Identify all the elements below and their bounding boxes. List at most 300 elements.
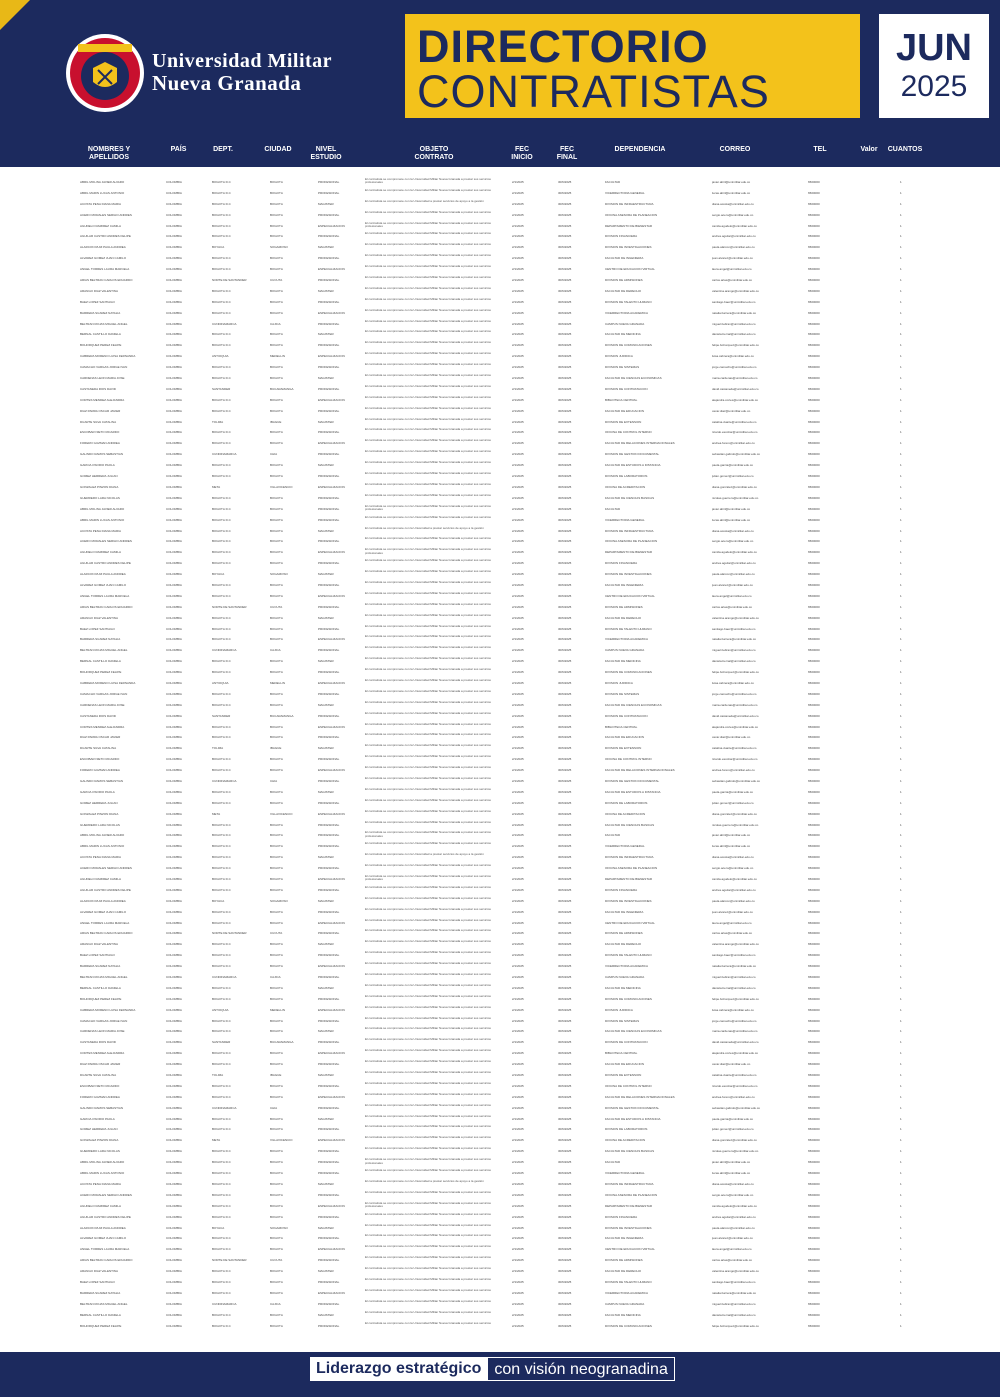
table-cell: ESPECIALIZACIÓN bbox=[318, 268, 345, 272]
table-cell: BOGOTÁ D.C bbox=[212, 289, 231, 293]
title-line2: CONTRATISTAS bbox=[417, 66, 770, 117]
table-cell: diana.gonzalez@unimilitar.edu.co bbox=[712, 1139, 757, 1143]
table-cell: 2/1/2025 bbox=[512, 344, 524, 348]
table-cell: BOGOTÁ D.C bbox=[212, 442, 231, 446]
table-cell: 6500000 bbox=[808, 1270, 820, 1274]
table-cell: BOGOTÁ bbox=[270, 540, 283, 544]
table-cell: El contratista se compromete con la Universidad Militar Nueva Granada a prestar sus servicios bbox=[365, 1267, 491, 1271]
table-cell: 6500000 bbox=[808, 191, 820, 195]
table-cell: 30/6/2025 bbox=[558, 464, 572, 468]
table-cell: BOGOTÁ bbox=[270, 943, 283, 947]
table-cell: 1 bbox=[900, 671, 902, 675]
table-cell: BOGOTÁ bbox=[270, 366, 283, 370]
table-cell: 1 bbox=[900, 812, 902, 816]
table-cell: DEPARTAMENTO DE BIENESTAR bbox=[605, 1204, 653, 1208]
table-row bbox=[0, 1180, 1000, 1191]
table-row bbox=[0, 537, 1000, 548]
table-cell: andres.aguilar@unimilitar.edu.co bbox=[712, 562, 756, 566]
table-cell: 1 bbox=[900, 1095, 902, 1099]
table-cell: FACULTAD bbox=[605, 507, 621, 511]
table-cell: BOGOTÁ D.C bbox=[212, 475, 231, 479]
table-cell: BOGOTÁ D.C bbox=[212, 464, 231, 468]
table-cell: COLOMBIA bbox=[166, 1172, 182, 1176]
table-cell: AGUDELO RAMIREZ CAMILA bbox=[80, 551, 122, 555]
table-cell: 6500000 bbox=[808, 714, 820, 718]
table-cell: 1 bbox=[900, 213, 902, 217]
table-cell: COLOMBIA bbox=[166, 235, 182, 239]
table-cell: 2/1/2025 bbox=[512, 257, 524, 261]
table-cell: PROFESIONAL bbox=[318, 583, 340, 587]
table-row bbox=[0, 1038, 1000, 1049]
table-cell: 30/6/2025 bbox=[558, 1172, 572, 1176]
table-row bbox=[0, 614, 1000, 625]
table-cell: 6500000 bbox=[808, 518, 820, 522]
table-cell: DIVISIÓN DE LABORATORIOS bbox=[605, 801, 648, 805]
table-cell: 30/6/2025 bbox=[558, 1324, 572, 1328]
table-cell: El contratista se compromete con la Universidad Militar Nueva Granada a prestar sus servicios bbox=[365, 1114, 491, 1118]
table-cell: 1 bbox=[900, 279, 902, 283]
table-cell: 2/1/2025 bbox=[512, 191, 524, 195]
table-cell: DIVISIÓN DE ADMISIONES bbox=[605, 1259, 643, 1263]
table-cell: BOGOTÁ bbox=[270, 1030, 283, 1034]
table-cell: DIVISIÓN DE ADMISIONES bbox=[605, 605, 643, 609]
table-cell: VICERRECTORIA GENERAL bbox=[605, 518, 645, 522]
table-cell: BOGOTÁ D.C bbox=[212, 191, 231, 195]
table-cell: BOGOTÁ bbox=[270, 736, 283, 740]
table-cell: CAJICÁ bbox=[270, 976, 281, 980]
table-cell: 30/6/2025 bbox=[558, 366, 572, 370]
table-cell: MAGISTER bbox=[318, 856, 334, 860]
table-cell: 30/6/2025 bbox=[558, 943, 572, 947]
table-cell: COLOMBIA bbox=[166, 845, 182, 849]
table-cell: 6500000 bbox=[808, 671, 820, 675]
table-cell: El contratista se compromete con la Universidad Militar Nueva Granada a prestar sus servicios bbox=[365, 1256, 491, 1260]
table-cell: META bbox=[212, 1139, 221, 1143]
table-cell: COLOMBIA bbox=[166, 453, 182, 457]
table-cell: luisa.cabrera@unimilitar.edu.co bbox=[712, 355, 754, 359]
table-cell: PROFESIONAL bbox=[318, 1280, 340, 1284]
table-row bbox=[0, 984, 1000, 995]
table-cell: carlos.arias@unimilitar.edu.co bbox=[712, 1259, 753, 1263]
table-cell: 6500000 bbox=[808, 878, 820, 881]
table-cell: El contratista se compromete con la Universidad Militar Nueva Granada a prestar sus servicios bbox=[365, 1245, 491, 1249]
col-tel: TEL bbox=[813, 146, 827, 153]
table-cell: El contratista se compromete con la Universidad Militar Nueva Granada a prestar sus servicios bbox=[365, 276, 491, 280]
table-cell: BUCARAMANGA bbox=[270, 714, 294, 718]
table-cell: El contratista se compromete con la Universidad Militar Nueva Granada a prestar sus servicios bbox=[365, 188, 491, 192]
table-cell: nicolas.guerrero@unimilitar.edu.co bbox=[712, 1150, 759, 1154]
table-cell: 1 bbox=[900, 1008, 902, 1012]
table-cell: 6500000 bbox=[808, 377, 820, 381]
table-cell: 30/6/2025 bbox=[558, 1270, 572, 1274]
table-cell: 1 bbox=[900, 1204, 902, 1208]
table-row bbox=[0, 428, 1000, 439]
table-cell: 30/6/2025 bbox=[558, 910, 572, 914]
table-cell: AGUILAR CASTRO ANDRES FELIPE bbox=[80, 235, 131, 239]
table-cell: 6500000 bbox=[808, 856, 820, 860]
table-cell: paula.alarcon@unimilitar.edu.co bbox=[712, 246, 755, 250]
table-cell: PROFESIONAL bbox=[318, 322, 340, 326]
table-cell: 1 bbox=[900, 638, 902, 642]
table-row bbox=[0, 320, 1000, 331]
table-cell: 30/6/2025 bbox=[558, 856, 572, 860]
table-cell: El contratista se compromete con la Universidad Militar Nueva Granada a prestar sus servicios bbox=[365, 1005, 491, 1009]
table-cell: PROFESIONAL bbox=[318, 932, 340, 936]
table-cell: COLOMBIA bbox=[166, 812, 182, 816]
table-cell: 6500000 bbox=[808, 943, 820, 947]
table-cell: 30/6/2025 bbox=[558, 758, 572, 762]
table-cell: 2/1/2025 bbox=[512, 1128, 524, 1132]
table-cell: 2/1/2025 bbox=[512, 671, 524, 675]
table-cell: BOGOTÁ bbox=[270, 191, 283, 195]
table-cell: BIBLIOTECA CENTRAL bbox=[605, 725, 638, 729]
table-cell: PROFESIONAL bbox=[318, 496, 340, 500]
table-cell: PROFESIONAL bbox=[318, 453, 340, 457]
table-cell: 6500000 bbox=[808, 1063, 820, 1067]
table-cell: DIVISIÓN DE GESTIÓN DOCUMENTAL bbox=[605, 779, 660, 783]
table-cell: COLOMBIA bbox=[166, 485, 182, 489]
table-row bbox=[0, 298, 1000, 309]
table-cell: OFICINA DE CONTROL INTERNO bbox=[605, 431, 652, 435]
table-cell: PROFESIONAL bbox=[318, 605, 340, 609]
table-cell: sebastian.galindo@unimilitar.edu.co bbox=[712, 1106, 761, 1110]
table-cell: DIVISIÓN FINANCIERA bbox=[605, 1215, 638, 1219]
table-cell: andrea.forero@unimilitar.edu.co bbox=[712, 442, 755, 446]
table-cell: 30/6/2025 bbox=[558, 442, 572, 446]
table-row bbox=[0, 1060, 1000, 1071]
table-row bbox=[0, 330, 1000, 341]
table-cell: 1 bbox=[900, 1106, 902, 1110]
table-cell: 2/1/2025 bbox=[512, 605, 524, 609]
table-cell: PROFESIONAL bbox=[318, 1019, 340, 1023]
table-cell: BARRERA SUAREZ NATALIA bbox=[80, 311, 121, 315]
table-row bbox=[0, 788, 1000, 799]
col-fec-final: FEC FINAL bbox=[556, 146, 578, 161]
table-cell: CORTES MENDEZ ALEJANDRA bbox=[80, 725, 125, 729]
table-cell: ANGEL TORRES LAURA MARCELA bbox=[80, 268, 130, 272]
table-cell: 2/1/2025 bbox=[512, 1215, 524, 1219]
table-cell: 30/6/2025 bbox=[558, 1161, 572, 1165]
table-cell: 2/1/2025 bbox=[512, 943, 524, 947]
table-cell: BOGOTÁ D.C bbox=[212, 333, 231, 337]
table-cell: BOGOTÁ bbox=[270, 300, 283, 304]
table-cell: 30/6/2025 bbox=[558, 779, 572, 783]
table-cell: El contratista se compromete con la Universidad Militar Nueva Granada a prestar sus servicios bbox=[365, 776, 491, 780]
table-cell: 30/6/2025 bbox=[558, 660, 572, 664]
table-row bbox=[0, 973, 1000, 984]
table-cell: 6500000 bbox=[808, 899, 820, 903]
table-row bbox=[0, 352, 1000, 363]
table-cell: 1 bbox=[900, 888, 902, 892]
table-cell: BOGOTÁ D.C bbox=[212, 1237, 231, 1241]
table-cell: PROFESIONAL bbox=[318, 475, 340, 479]
table-cell: 2/1/2025 bbox=[512, 1106, 524, 1110]
table-cell: 6500000 bbox=[808, 1291, 820, 1295]
table-cell: 30/6/2025 bbox=[558, 1139, 572, 1143]
table-cell: BOGOTÁ D.C bbox=[212, 1193, 231, 1197]
table-cell: DIVISIÓN JURÍDICA bbox=[605, 355, 633, 359]
table-cell: 30/6/2025 bbox=[558, 1041, 572, 1045]
table-cell: COLOMBIA bbox=[166, 1084, 182, 1088]
table-cell: 6500000 bbox=[808, 213, 820, 217]
table-cell: El contratista se compromete con la Universidad Militar Nueva Granada a prestar sus servicios bbox=[365, 297, 491, 301]
table-cell: 1 bbox=[900, 355, 902, 359]
table-cell: BOGOTÁ D.C bbox=[212, 583, 231, 587]
table-cell: VICERRECTORIA ACADÉMICA bbox=[605, 311, 648, 315]
table-cell: 30/6/2025 bbox=[558, 823, 572, 827]
table-cell: COLOMBIA bbox=[166, 1008, 182, 1012]
table-cell: oscar.diaz@unimilitar.edu.co bbox=[712, 409, 751, 413]
table-cell: 30/6/2025 bbox=[558, 268, 572, 272]
table-cell: DIVISIÓN DE CONTRATACIÓN bbox=[605, 387, 648, 391]
table-cell: BOGOTÁ bbox=[270, 616, 283, 620]
table-cell: El contratista se compromete con la Universidad Militar Nueva Granada a prestar sus servicios bbox=[365, 1016, 491, 1020]
table-header bbox=[0, 143, 1000, 167]
table-cell: COLOMBIA bbox=[166, 856, 182, 860]
table-cell: BOGOTÁ D.C bbox=[212, 398, 231, 402]
table-cell: MAGISTER bbox=[318, 790, 334, 794]
table-cell: MAGISTER bbox=[318, 1313, 334, 1317]
table-cell: BOGOTÁ D.C bbox=[212, 366, 231, 370]
table-cell: 6500000 bbox=[808, 1030, 820, 1034]
table-cell: ABRIL MOLINA JAVIER ALVARO bbox=[80, 834, 125, 838]
table-cell: 6500000 bbox=[808, 573, 820, 577]
table-cell: MAGISTER bbox=[318, 616, 334, 620]
table-cell: BOGOTÁ D.C bbox=[212, 1150, 231, 1154]
table-cell: 2/1/2025 bbox=[512, 485, 524, 489]
table-cell: 2/1/2025 bbox=[512, 1324, 524, 1328]
col-nivel-estudio: NIVEL ESTUDIO bbox=[310, 146, 342, 161]
table-row bbox=[0, 418, 1000, 429]
table-cell: 6500000 bbox=[808, 1204, 820, 1208]
table-cell: nicolas.guerrero@unimilitar.edu.co bbox=[712, 823, 759, 827]
table-cell: COLOMBIA bbox=[166, 518, 182, 522]
table-cell: DIVISIÓN DE LABORATORIOS bbox=[605, 475, 648, 479]
table-cell: 6500000 bbox=[808, 910, 820, 914]
table-cell: jorge.camacho@unimilitar.edu.co bbox=[712, 692, 757, 696]
table-cell: COLOMBIA bbox=[166, 268, 182, 272]
table-cell: BOGOTÁ bbox=[270, 289, 283, 293]
table-cell: 2/1/2025 bbox=[512, 976, 524, 980]
table-cell: FACULTAD DE RELACIONES INTERNACIONALES bbox=[605, 442, 675, 446]
table-cell: OFICINA ASESORA DE PLANEACIÓN bbox=[605, 213, 658, 217]
table-cell: COLOMBIA bbox=[166, 387, 182, 391]
table-cell: 6500000 bbox=[808, 268, 820, 272]
table-cell: BOGOTÁ D.C bbox=[212, 202, 231, 206]
table-cell: COLOMBIA bbox=[166, 888, 182, 892]
table-cell: 1 bbox=[900, 1237, 902, 1241]
table-cell: GARCIA OSORIO PAOLA bbox=[80, 464, 115, 468]
table-cell: 30/6/2025 bbox=[558, 1084, 572, 1088]
table-row bbox=[0, 1278, 1000, 1289]
table-cell: BERNAL CASTILLO DANIELA bbox=[80, 1313, 121, 1317]
table-cell: BOGOTÁ D.C bbox=[212, 594, 231, 598]
table-cell: 2/1/2025 bbox=[512, 213, 524, 217]
table-cell: 6500000 bbox=[808, 681, 820, 685]
table-cell: 2/1/2025 bbox=[512, 736, 524, 740]
table-cell: BOGOTÁ D.C bbox=[212, 867, 231, 871]
table-cell: COLOMBIA bbox=[166, 181, 182, 184]
table-cell: El contratista se compromete con la Universidad Militar Nueva Granada a prestar sus servicios bbox=[365, 1060, 491, 1064]
table-cell: El contratista se compromete con la Universidad Militar Nueva Granada a prestar sus servicios bbox=[365, 962, 491, 966]
table-row bbox=[0, 1115, 1000, 1126]
table-row bbox=[0, 505, 1000, 516]
table-cell: diana.acosta@unimilitar.edu.co bbox=[712, 529, 754, 533]
table-cell: 1 bbox=[900, 856, 902, 860]
table-cell: El contratista se compromete con la Universidad Militar Nueva Granada a prestar sus servicios bbox=[365, 1103, 491, 1107]
table-cell: 1 bbox=[900, 573, 902, 577]
table-cell: BOGOTÁ D.C bbox=[212, 1182, 231, 1186]
table-cell: COLOMBIA bbox=[166, 681, 182, 685]
table-cell: 6500000 bbox=[808, 496, 820, 500]
table-cell: 1 bbox=[900, 594, 902, 598]
table-cell: ACOSTA PEÑA DIANA MARIA bbox=[80, 856, 121, 860]
table-cell: META bbox=[212, 812, 221, 816]
table-cell: DIVISIÓN FINANCIERA bbox=[605, 235, 638, 239]
table-cell: 30/6/2025 bbox=[558, 921, 572, 925]
table-cell: 30/6/2025 bbox=[558, 322, 572, 326]
table-cell: 6500000 bbox=[808, 355, 820, 359]
table-cell: BOGOTÁ bbox=[270, 1182, 283, 1186]
table-cell: 1 bbox=[900, 1063, 902, 1067]
table-cell: 30/6/2025 bbox=[558, 1215, 572, 1219]
table-cell: AGUDELO RAMIREZ CAMILA bbox=[80, 1204, 122, 1208]
table-cell: 2/1/2025 bbox=[512, 235, 524, 239]
table-cell: MAGISTER bbox=[318, 899, 334, 903]
table-cell: ACOSTA PEÑA DIANA MARIA bbox=[80, 529, 121, 533]
table-cell: 30/6/2025 bbox=[558, 1030, 572, 1034]
table-cell: 2/1/2025 bbox=[512, 660, 524, 664]
table-cell: 6500000 bbox=[808, 409, 820, 413]
table-cell: 6500000 bbox=[808, 790, 820, 794]
table-cell: GARCIA OSORIO PAOLA bbox=[80, 1117, 115, 1121]
table-cell: juan.alvarez@unimilitar.edu.co bbox=[712, 257, 753, 261]
table-cell: 30/6/2025 bbox=[558, 344, 572, 348]
table-cell: FACULTAD DE EDUCACIÓN bbox=[605, 1063, 645, 1067]
table-cell: COLOMBIA bbox=[166, 344, 182, 348]
col-dept: DEPT. bbox=[213, 146, 233, 153]
table-cell: laura.angel@unimilitar.edu.co bbox=[712, 1248, 752, 1252]
table-row bbox=[0, 1136, 1000, 1147]
table-row bbox=[0, 243, 1000, 254]
table-row bbox=[0, 527, 1000, 538]
table-cell: 1 bbox=[900, 1259, 902, 1263]
table-cell: PROFESIONAL bbox=[318, 801, 340, 805]
table-cell: El contratista se compromete con la Universidad Militar Nueva Granada a prestar sus servicios bbox=[365, 842, 491, 846]
table-cell: 30/6/2025 bbox=[558, 1128, 572, 1132]
table-cell: 6500000 bbox=[808, 725, 820, 729]
table-cell: 6500000 bbox=[808, 475, 820, 479]
table-cell: MAGISTER bbox=[318, 420, 334, 424]
table-cell: FACULTAD DE MEDICINA bbox=[605, 333, 641, 337]
table-cell: CARDENAS LEON MARIA JOSE bbox=[80, 703, 125, 707]
table-cell: FACULTAD DE ESTUDIOS A DISTANCIA bbox=[605, 790, 661, 794]
table-row bbox=[0, 1202, 1000, 1213]
table-cell: CUNDINAMARCA bbox=[212, 1106, 237, 1110]
table-cell: DIVISIÓN DE INFRAESTRUCTURA bbox=[605, 1182, 654, 1186]
table-cell: BERNAL CASTILLO DANIELA bbox=[80, 986, 121, 990]
table-cell: BOGOTÁ bbox=[270, 1019, 283, 1023]
table-row bbox=[0, 592, 1000, 603]
table-cell: 6500000 bbox=[808, 1095, 820, 1099]
table-cell: CARDENAS LEON MARIA JOSE bbox=[80, 377, 125, 381]
table-cell: VICERRECTORIA ACADÉMICA bbox=[605, 638, 648, 642]
table-cell: 6500000 bbox=[808, 551, 820, 555]
table-cell: GALINDO RAMOS SEBASTIAN bbox=[80, 1106, 124, 1110]
table-cell: COLOMBIA bbox=[166, 289, 182, 293]
table-cell: 6500000 bbox=[808, 986, 820, 990]
table-cell: 1 bbox=[900, 1019, 902, 1023]
table-cell: 30/6/2025 bbox=[558, 594, 572, 598]
table-cell: sergio.acero@unimilitar.edu.co bbox=[712, 213, 754, 217]
table-cell: El contratista se compromete con la Universidad Militar Nueva Granada a prestar sus servicios bbox=[365, 983, 491, 987]
table-cell: OFICINA ASESORA DE PLANEACIÓN bbox=[605, 867, 658, 871]
col-correo: CORREO bbox=[719, 146, 751, 153]
table-cell: laura.angel@unimilitar.edu.co bbox=[712, 594, 752, 598]
table-cell: CUNDINAMARCA bbox=[212, 1302, 237, 1306]
table-cell: BOGOTÁ bbox=[270, 213, 283, 217]
table-cell: BOGOTÁ bbox=[270, 529, 283, 533]
table-cell: DIAZ PARRA OSCAR JAVIER bbox=[80, 736, 121, 740]
table-cell: 6500000 bbox=[808, 660, 820, 664]
table-cell: El contratista se compromete con la Universidad Militar Nueva Granada a prestar sus servicios bbox=[365, 700, 491, 704]
table-cell: 2/1/2025 bbox=[512, 1063, 524, 1067]
table-cell: BOGOTÁ D.C bbox=[212, 1270, 231, 1274]
table-cell: El contratista se compromete con la Universidad Militar Nueva Granada a prestar sus servicios bbox=[365, 1212, 491, 1216]
university-name-line1: Universidad Militar bbox=[152, 50, 333, 72]
table-cell: 30/6/2025 bbox=[558, 845, 572, 849]
table-cell: SANTANDER bbox=[212, 387, 231, 391]
table-cell: ESPECIALIZACIÓN bbox=[318, 355, 345, 359]
table-cell: 1 bbox=[900, 311, 902, 315]
table-cell: El contratista se compromete con la Universidad Militar Nueva Granada a prestar sus servicios bbox=[365, 940, 491, 944]
table-row bbox=[0, 712, 1000, 723]
table-cell: BOGOTÁ D.C bbox=[212, 703, 231, 707]
table-cell: PROFESIONAL bbox=[318, 888, 340, 892]
table-cell: ACERO MORALES SERGIO ANDRES bbox=[80, 540, 132, 544]
table-cell: COLOMBIA bbox=[166, 954, 182, 958]
table-cell: SANTANDER bbox=[212, 714, 231, 718]
table-cell: DIVISIÓN DE INVESTIGACIONES bbox=[605, 899, 652, 903]
table-cell: BOGOTÁ bbox=[270, 725, 283, 729]
table-cell: PROFESIONAL bbox=[318, 867, 340, 871]
table-cell: BOGOTÁ D.C bbox=[212, 507, 231, 511]
table-cell: PROFESIONAL bbox=[318, 834, 340, 838]
table-cell: BOGOTÁ bbox=[270, 790, 283, 794]
table-cell: DIVISIÓN DE EXTENSIÓN bbox=[605, 747, 642, 751]
table-cell: 6500000 bbox=[808, 1106, 820, 1110]
table-cell: El contratista se compromete con la Universidad Militar Nueva Granada a prestar sus servicios bbox=[365, 689, 491, 693]
table-cell: DIVISIÓN DE GESTIÓN DOCUMENTAL bbox=[605, 453, 660, 457]
table-cell: 1 bbox=[900, 453, 902, 457]
table-cell: valentina.arango@unimilitar.edu.co bbox=[712, 289, 759, 293]
table-cell: 30/6/2025 bbox=[558, 888, 572, 892]
table-cell: BOGOTÁ D.C bbox=[212, 529, 231, 533]
table-cell: 1 bbox=[900, 769, 902, 773]
table-cell: DIVISIÓN DE TALENTO HUMANO bbox=[605, 954, 652, 958]
table-cell: catalina.duarte@unimilitar.edu.co bbox=[712, 747, 757, 751]
table-cell: 2/1/2025 bbox=[512, 377, 524, 381]
table-cell: CAMACHO VARGAS JORGE IVAN bbox=[80, 692, 128, 696]
table-row bbox=[0, 951, 1000, 962]
table-cell: PROFESIONAL bbox=[318, 191, 340, 195]
table-cell: 1 bbox=[900, 616, 902, 620]
table-cell: juan.alvarez@unimilitar.edu.co bbox=[712, 583, 753, 587]
table-cell: ANTIOQUIA bbox=[212, 1008, 229, 1012]
table-cell: 2/1/2025 bbox=[512, 910, 524, 914]
table-cell: 30/6/2025 bbox=[558, 649, 572, 653]
table-cell: AGUILAR CASTRO ANDRES FELIPE bbox=[80, 562, 131, 566]
